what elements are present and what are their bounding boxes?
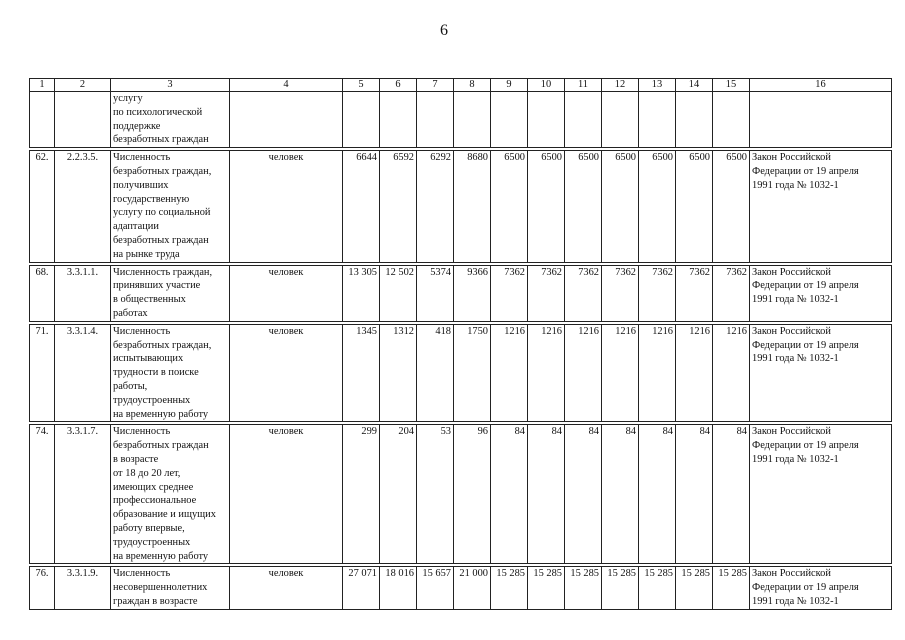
cell-value: 1216 [639,324,676,422]
cell-unit: человек [230,324,343,422]
cell-description: Численность безработных граждан в возрасте от 18 до 20 лет, имеющих среднее профессиональное образование и ищущих работу впервые, трудоустроенных на временную работу [111,425,230,564]
continuation-row [30,92,892,148]
cell-value: 18 016 [380,567,417,609]
cell-value: 21 000 [454,567,491,609]
cell-value: 299 [343,425,380,564]
cell-value: 15 285 [602,567,639,609]
header-cell: 3 [111,79,230,92]
cell-code: 3.3.1.7. [55,425,111,564]
table-row [30,151,892,262]
cell-unit: человек [230,425,343,564]
cell-description: Численность граждан, принявших участие в общественных работах [111,265,230,321]
header-cell: 12 [602,79,639,92]
cell-empty [343,92,380,148]
cell-unit: человек [230,151,343,262]
cell-value: 15 285 [713,567,750,609]
cell-value: 84 [602,425,639,564]
cell-value: 6592 [380,151,417,262]
cell-value: 15 285 [491,567,528,609]
header-cell: 6 [380,79,417,92]
cell-empty [602,92,639,148]
table-row [30,265,892,321]
cell-empty [417,92,454,148]
cell-number: 62. [30,151,55,262]
cell-legal-basis: Закон Российской Федерации от 19 апреля 1991 года № 1032-1 [750,567,892,609]
cell-value: 7362 [528,265,565,321]
cell-description: услугу по психологической поддержке безработных граждан [111,92,230,148]
cell-value: 6500 [565,151,602,262]
cell-value: 27 071 [343,567,380,609]
header-cell: 13 [639,79,676,92]
header-cell: 9 [491,79,528,92]
cell-value: 9366 [454,265,491,321]
cell-value: 84 [528,425,565,564]
header-cell: 15 [713,79,750,92]
cell-value: 1345 [343,324,380,422]
cell-value: 7362 [676,265,713,321]
page-number: 6 [440,22,448,39]
cell-number: 71. [30,324,55,422]
cell-value: 15 285 [639,567,676,609]
cell-value: 6644 [343,151,380,262]
header-row [30,79,892,92]
header-cell: 8 [454,79,491,92]
header-cell: 10 [528,79,565,92]
cell-empty [750,92,892,148]
cell-value: 96 [454,425,491,564]
table-row [30,567,892,609]
cell-empty [454,92,491,148]
cell-unit: человек [230,265,343,321]
cell-code: 3.3.1.9. [55,567,111,609]
cell-value: 6500 [639,151,676,262]
cell-code: 3.3.1.4. [55,324,111,422]
cell-value: 7362 [713,265,750,321]
header-cell: 7 [417,79,454,92]
cell-value: 1216 [528,324,565,422]
cell-number: 74. [30,425,55,564]
cell-value: 7362 [491,265,528,321]
cell-empty [676,92,713,148]
cell-empty [713,92,750,148]
cell-value: 5374 [417,265,454,321]
cell-value: 6500 [713,151,750,262]
cell-value: 84 [713,425,750,564]
cell-legal-basis: Закон Российской Федерации от 19 апреля 1991 года № 1032-1 [750,151,892,262]
cell-value: 6500 [602,151,639,262]
cell-description: Численность безработных граждан, получивших государственную услугу по социальной адаптации безработных граждан на рынке труда [111,151,230,262]
cell-value: 15 285 [676,567,713,609]
cell-description: Численность несовершеннолетних граждан в возрасте [111,567,230,609]
header-cell: 5 [343,79,380,92]
table-body [30,79,892,610]
cell-empty [380,92,417,148]
cell-value: 15 285 [565,567,602,609]
cell-code: 2.2.3.5. [55,151,111,262]
cell-empty [565,92,602,148]
cell-value: 12 502 [380,265,417,321]
cell-value: 6500 [528,151,565,262]
cell-value: 84 [676,425,713,564]
indicator-table-wrap [29,78,892,610]
cell-value: 7362 [639,265,676,321]
cell-empty [230,92,343,148]
cell-value: 1216 [602,324,639,422]
table-row [30,324,892,422]
header-cell: 1 [30,79,55,92]
cell-empty [639,92,676,148]
cell-value: 6500 [491,151,528,262]
cell-value: 1216 [713,324,750,422]
cell-number: 76. [30,567,55,609]
cell-value: 1216 [565,324,602,422]
cell-value: 418 [417,324,454,422]
cell-number: 68. [30,265,55,321]
cell-legal-basis: Закон Российской Федерации от 19 апреля 1991 года № 1032-1 [750,265,892,321]
cell-value: 1312 [380,324,417,422]
cell-value: 1216 [676,324,713,422]
cell-empty [528,92,565,148]
cell-legal-basis: Закон Российской Федерации от 19 апреля 1991 года № 1032-1 [750,425,892,564]
header-cell: 11 [565,79,602,92]
header-cell: 16 [750,79,892,92]
cell-value: 84 [639,425,676,564]
cell-empty [30,92,55,148]
cell-value: 6500 [676,151,713,262]
table-row [30,425,892,564]
header-cell: 4 [230,79,343,92]
cell-value: 204 [380,425,417,564]
cell-empty [491,92,528,148]
cell-legal-basis: Закон Российской Федерации от 19 апреля 1991 года № 1032-1 [750,324,892,422]
header-cell: 2 [55,79,111,92]
cell-value: 8680 [454,151,491,262]
indicator-table [29,78,892,610]
cell-empty [55,92,111,148]
cell-value: 1216 [491,324,528,422]
cell-value: 7362 [565,265,602,321]
cell-value: 53 [417,425,454,564]
cell-value: 1750 [454,324,491,422]
cell-unit: человек [230,567,343,609]
cell-value: 13 305 [343,265,380,321]
cell-value: 84 [565,425,602,564]
header-cell: 14 [676,79,713,92]
cell-value: 15 657 [417,567,454,609]
cell-value: 15 285 [528,567,565,609]
cell-value: 7362 [602,265,639,321]
cell-value: 6292 [417,151,454,262]
cell-value: 84 [491,425,528,564]
cell-code: 3.3.1.1. [55,265,111,321]
cell-description: Численность безработных граждан, испытывающих трудности в поиске работы, трудоустроенных на временную работу [111,324,230,422]
